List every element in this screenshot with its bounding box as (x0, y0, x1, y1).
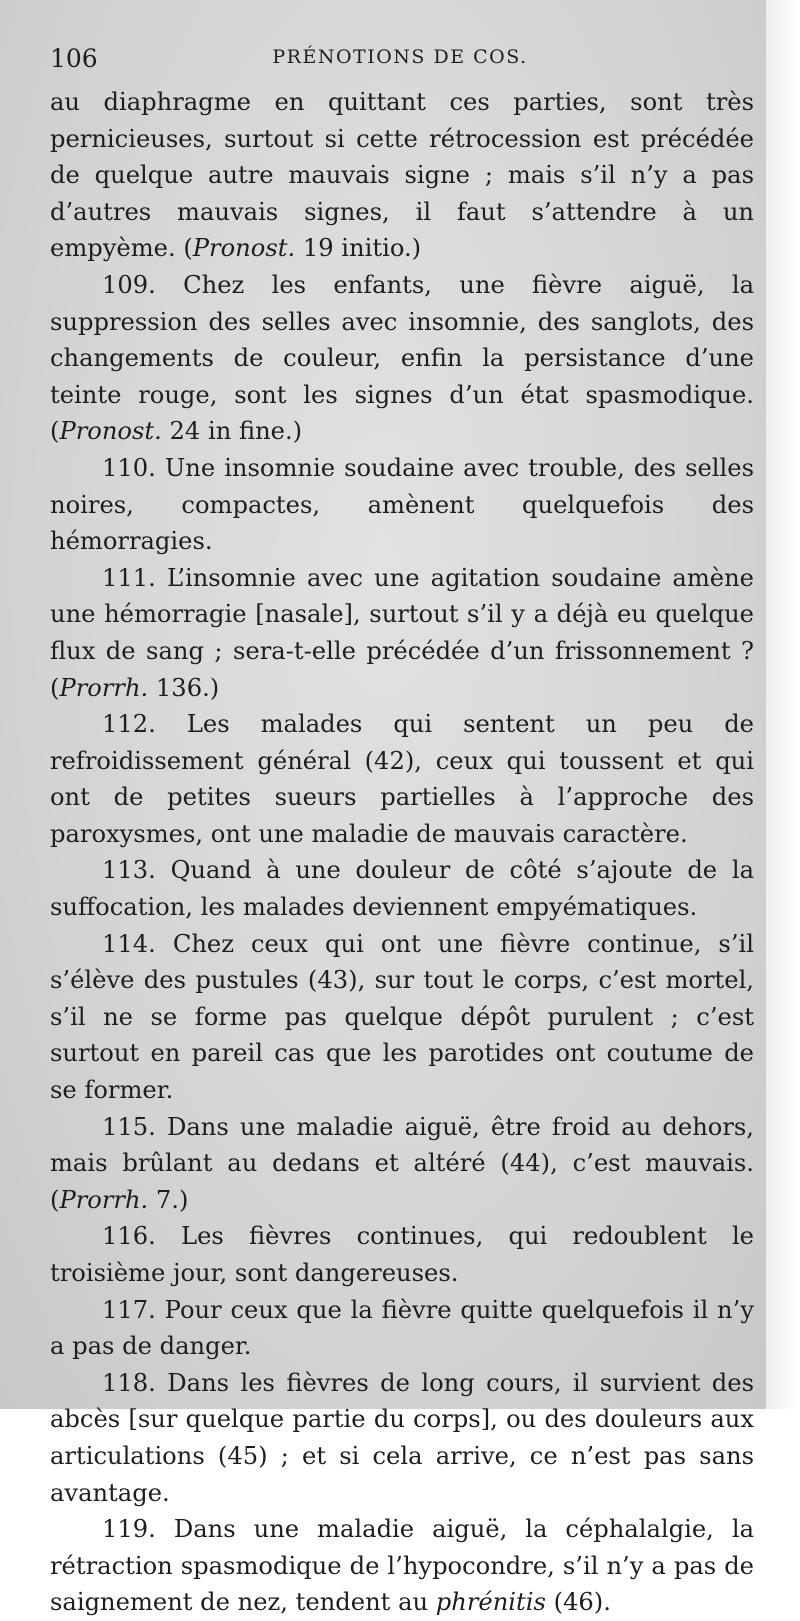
paragraph-118 (50, 1365, 754, 1511)
paragraph-111 (50, 560, 754, 706)
paragraph-116 (50, 1218, 754, 1291)
page-header (50, 44, 750, 76)
reference-italic: Prorrh. (59, 1185, 149, 1214)
paragraph-number: 112. (102, 710, 156, 739)
reference-tail: (46). (545, 1588, 611, 1617)
paragraph-112 (50, 706, 754, 852)
paragraph-text: Pour ceux que la fièvre quitte quelquefois il n’y a pas de danger. (50, 1295, 754, 1361)
paragraph-text: Chez les enfants, une fièvre aiguë, la suppression des selles avec insomnie, des sanglots, des changements de couleur, enfin la persistance d’une teinte rouge, sont les signes d’un état spasmodique. ( (50, 270, 754, 446)
paragraph-text: Une insomnie soudaine avec trouble, des selles noires, compactes, amènent quelquefois des hémorragies. (50, 453, 754, 556)
paragraph-number: 119. (102, 1515, 156, 1544)
paragraph-number: 117. (102, 1295, 156, 1324)
paragraph-text: L’insomnie avec une agitation soudaine amène une hémorragie [nasale], surtout s’il y a déjà eu quelque flux de sang ; sera-t-elle précédée d’un frissonnement ? ( (50, 563, 754, 702)
reference-italic: Pronost. (59, 417, 162, 446)
paragraph-text: Dans une maladie aiguë, être froid au dehors, mais brûlant au dedans et altéré (44), c’est mauvais. ( (50, 1112, 754, 1214)
paragraph-continuation (50, 84, 754, 267)
paragraph-text: au diaphragme en quittant ces parties, sont très pernicieuses, surtout si cette rétrocession est précédée de quelque autre mauvais signe ; mais s’il n’y a pas d’autres mauvais signes, il faut s’attendre à un empyème. ( (50, 88, 754, 263)
reference-tail: 24 in fine.) (161, 417, 303, 446)
page-edge (766, 0, 800, 1409)
reference-italic: Pronost. (192, 234, 296, 263)
paragraph-text: Chez ceux qui ont une fièvre continue, s’il s’élève des pustules (43), sur tout le corps, c’est mortel, s’il ne se forme pas quelque dépôt purulent ; c’est surtout en pareil cas que les parotides ont coutume de se former. (50, 929, 754, 1105)
paragraph-text: Les fièvres continues, qui redoublent le troisième jour, sont dangereuses. (50, 1222, 754, 1287)
paragraph-number: 110. (102, 453, 156, 482)
reference-tail: 136.) (148, 673, 220, 702)
paragraph-117 (50, 1292, 754, 1365)
paragraph-text: Les malades qui sentent un peu de refroidissement général (42), ceux qui toussent et qui ont de petites sueurs partielles à l’approche des paroxysmes, ont une maladie de mauvais caractère. (50, 710, 754, 848)
reference-italic: phrénitis (435, 1588, 546, 1617)
reference-tail: 19 initio.) (295, 234, 422, 263)
running-title: PRÉNOTIONS DE COS. (272, 46, 528, 68)
page-number: 106 (50, 44, 98, 73)
paragraph-number: 111. (102, 563, 156, 592)
paragraph-number: 115. (102, 1112, 156, 1141)
paragraph-119 (50, 1511, 754, 1621)
paragraph-110 (50, 450, 754, 560)
paragraph-number: 113. (102, 856, 156, 885)
paragraph-number: 116. (102, 1222, 156, 1251)
paragraph-number: 118. (102, 1368, 156, 1397)
page-body (50, 84, 754, 1621)
paragraph-text: Dans une maladie aiguë, la céphalalgie, la rétraction spasmodique de l’hypocondre, s’il n’y a pas de saignement de nez, tendent au (50, 1515, 754, 1617)
paragraph-number: 114. (102, 929, 156, 958)
paragraph-text: Dans les fièvres de long cours, il survient des abcès [sur quelque partie du corps], ou des douleurs aux articulations (45) ; et si cela arrive, ce n’est pas sans avantage. (50, 1368, 754, 1507)
paragraph-text: Quand à une douleur de côté s’ajoute de la suffocation, les malades deviennent empyématiques. (50, 856, 754, 922)
reference-italic: Prorrh. (59, 673, 149, 702)
paragraph-109 (50, 267, 754, 450)
paragraph-114 (50, 926, 754, 1109)
paragraph-115 (50, 1109, 754, 1219)
reference-tail: 7.) (148, 1185, 189, 1214)
paragraph-113 (50, 852, 754, 925)
paragraph-number: 109. (102, 270, 156, 299)
